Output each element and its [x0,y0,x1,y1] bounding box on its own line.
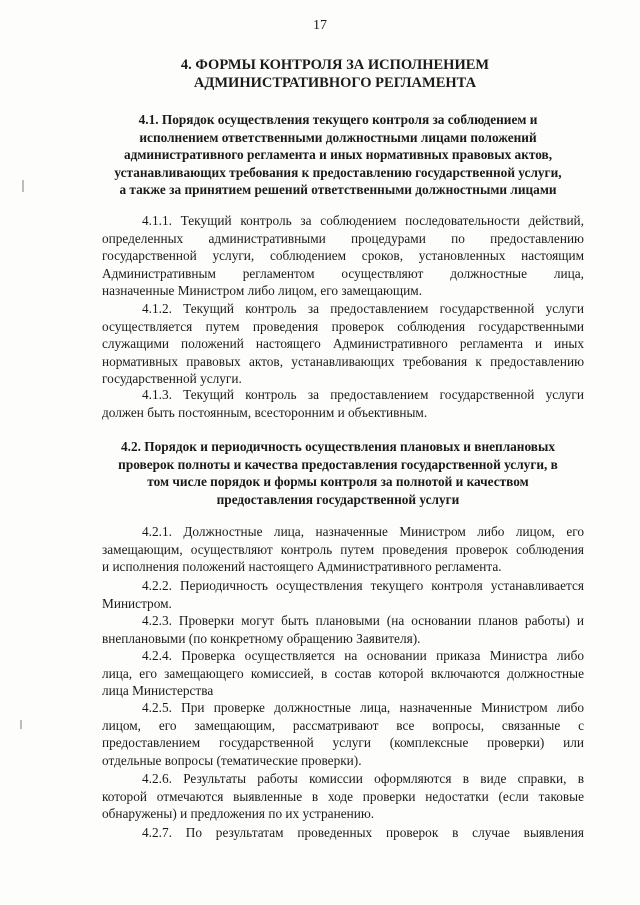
paragraph-4-2-7 [66,824,584,842]
paragraph-line: нормативных правовых актов, устанавливающих требования к предоставлению [102,353,584,369]
paragraph-line: 4.2.1. Должностные лица, назначенные Министром либо лицом, его [142,524,584,539]
paragraph-line: и исполнения положений настоящего Административного регламента. [102,559,502,574]
paragraph-line: которой отмечаются выявленные в ходе проверки недостатки (если таковые [102,788,584,804]
paragraph-line: назначенные Министром либо лицом, его замещающим. [102,283,423,298]
paragraph-line: 4.2.7. По результатам проведенных проверок в случае выявления [142,825,584,840]
paragraph-line: лицом, его замещающим, рассматривают все вопросы, связанные с [102,717,584,733]
paragraph-line: 4.2.6. Результаты работы комиссии оформляются в виде справки, в [142,771,584,786]
scan-mark [22,180,24,192]
paragraph-line: лица, его замещающего комиссией, в состав которой включаются должностные [102,665,584,681]
paragraph-line: должен быть постоянным, всесторонним и объективным. [102,404,428,420]
paragraph-line: предоставлением государственной услуги (комплексные проверки) или [102,735,584,750]
paragraph-line: лица Министерства [102,683,214,698]
section-title-line: 4. ФОРМЫ КОНТРОЛЯ ЗА ИСПОЛНЕНИЕМ [180,57,490,73]
paragraph-line: 4.2.2. Периодичность осуществления текущего контроля устанавливается [142,578,584,593]
paragraph-4-2-3 [66,612,584,647]
paragraph-line: 4.2.5. При проверке должностные лица, назначенные Министром либо [142,700,584,715]
scan-mark [20,720,22,729]
paragraph-4-2-1 [66,523,584,576]
paragraph-line: 4.2.4. Проверка осуществляется на основании приказа Министра либо [142,648,584,663]
subsection-title-line: административного регламента и иных нормативных правовых актов, [123,147,553,162]
paragraph-line: 4.2.3. Проверки могут быть плановыми (на основании планов работы) и [142,613,584,628]
paragraph-line: государственной услуги. [102,371,242,386]
subsection-title-4-1 [58,111,618,199]
paragraph-4-2-6 [66,770,584,823]
paragraph-line: замещающим, осуществляют контроль путем проведения проверок соблюдения [102,541,584,557]
paragraph-4-2-4 [66,647,584,700]
subsection-title-line: 4.2. Порядок и периодичность осуществления плановых и внеплановых [121,439,555,454]
subsection-title-line: а также за принятием решений ответственными должностными лицами [119,182,557,197]
section-title [60,56,610,92]
subsection-title-4-2 [58,438,618,508]
paragraph-4-1-3 [66,386,584,421]
paragraph-line: осуществляется путем проведения проверок соблюдения государственными [102,318,584,334]
paragraph-line: государственной услуги, соблюдением сроков, установленных настоящим [102,248,584,263]
paragraph-4-1-1 [66,212,584,300]
subsection-title-line: исполнением ответственными должностными лицами положений [139,129,537,145]
subsection-title-line: 4.1. Порядок осуществления текущего контроля за соблюдением и [138,112,538,127]
paragraph-line: 4.1.1. Текущий контроль за соблюдением последовательности действий, [142,213,584,228]
paragraph-4-2-5 [66,699,584,769]
paragraph-line: отдельные вопросы (тематические проверки). [102,752,362,768]
section-title-line: АДМИНИСТРАТИВНОГО РЕГЛАМЕНТА [193,75,477,91]
paragraph-line: 4.1.2. Текущий контроль за предоставлением государственной услуги [142,301,584,316]
subsection-title-line: предоставления государственной услуги [216,491,460,507]
paragraph-line: обнаружены) и предложения по их устранению. [102,806,375,821]
paragraph-line: 4.1.3. Текущий контроль за предоставлением государственной услуги [142,387,584,402]
paragraph-line: Административным регламентом осуществляют должностные лица, [102,265,584,281]
subsection-title-line: проверок полноты и качества предоставления государственной услуги, в [118,456,558,472]
subsection-title-line: том числе порядок и формы контроля за полнотой и качеством [147,474,529,489]
paragraph-line: внеплановыми (по конкретному обращению Заявителя). [102,630,421,646]
page-number: 17 [313,18,327,33]
paragraph-line: Министром. [102,595,172,611]
paragraph-4-1-2 [66,300,584,388]
subsection-title-line: устанавливающих требования к предоставлению государственной услуги, [114,164,562,180]
paragraph-line: служащими положений настоящего Административного регламента и иных [102,336,584,351]
paragraph-4-2-2 [66,577,584,612]
paragraph-line: определенных административными процедурами по предоставлению [102,230,584,246]
